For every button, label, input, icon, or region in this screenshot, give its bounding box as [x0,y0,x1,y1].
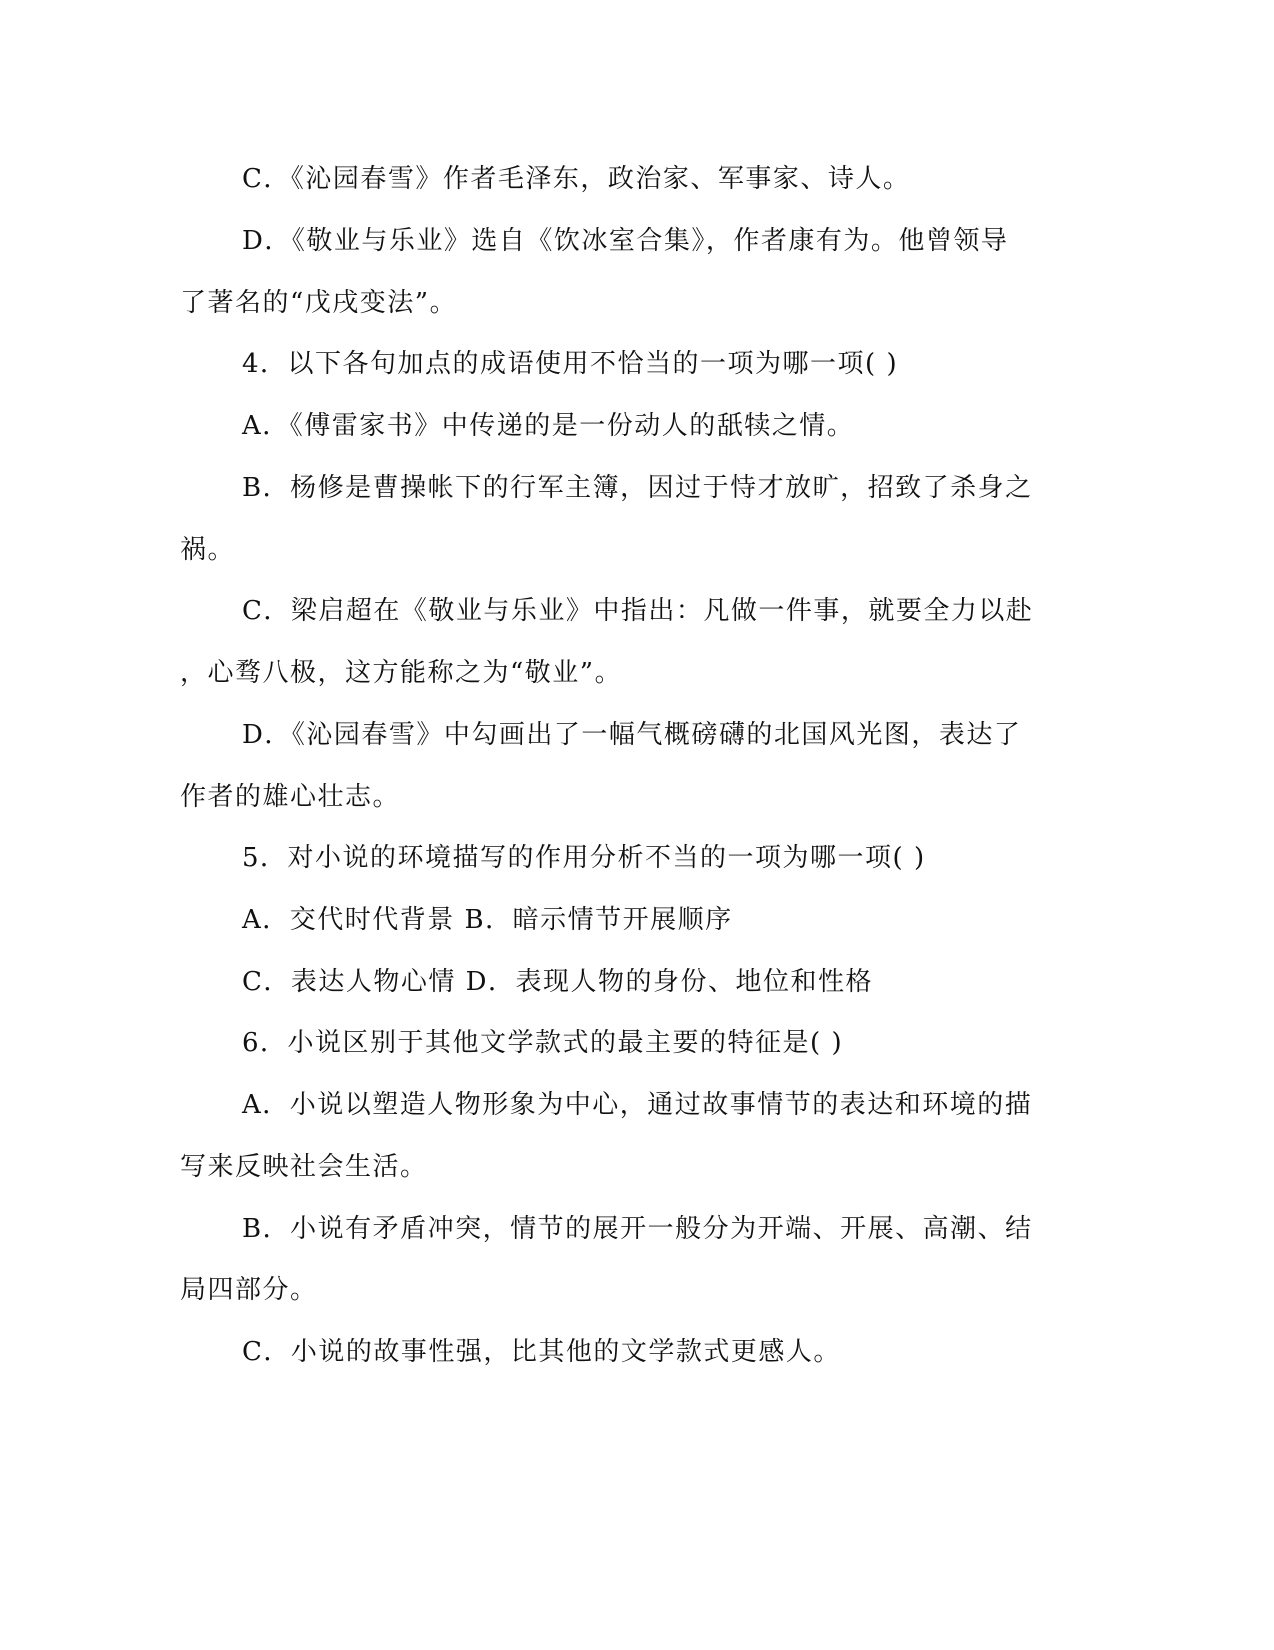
q5-options-cd: C．表达人物心情 D．表现人物的身份、地位和性格 [242,967,874,997]
option-c-line: C．《沁园春雪》作者毛泽东，政治家、军事家、诗人。 [242,164,911,194]
q6-option-b-continuation: 局四部分。 [180,1275,318,1305]
option-d-continuation: 了著名的“戊戌变法”。 [180,288,458,318]
q6-option-c: C．小说的故事性强，比其他的文学款式更感人。 [242,1337,841,1367]
q4-option-d-continuation: 作者的雄心壮志。 [180,782,401,812]
q4-option-b: B．杨修是曹操帐下的行军主簿，因过于恃才放旷，招致了杀身之 [242,473,1033,503]
q6-option-b: B．小说有矛盾冲突，情节的展开一般分为开端、开展、高潮、结 [242,1214,1033,1244]
question-6: 6．小说区别于其他文学款式的最主要的特征是( ) [242,1028,844,1058]
question-4: 4．以下各句加点的成语使用不恰当的一项为哪一项( ) [242,349,899,379]
q5-options-ab: A．交代时代背景 B．暗示情节开展顺序 [242,905,733,935]
q6-option-a-continuation: 写来反映社会生活。 [180,1152,428,1182]
q4-option-c-continuation: ，心骛八极，这方能称之为“敬业”。 [180,658,623,688]
q4-option-a: A．《傅雷家书》中传递的是一份动人的舐犊之情。 [242,411,855,441]
question-5: 5．对小说的环境描写的作用分析不当的一项为哪一项( ) [242,843,926,873]
q4-option-b-continuation: 祸。 [180,535,236,565]
q6-option-a: A．小说以塑造人物形象为中心，通过故事情节的表达和环境的描 [242,1090,1033,1120]
q4-option-c: C．梁启超在《敬业与乐业》中指出：凡做一件事，就要全力以赴 [242,596,1034,626]
q4-option-d: D．《沁园春雪》中勾画出了一幅气概磅礴的北国风光图，表达了 [242,720,1022,750]
option-d-line: D．《敬业与乐业》选自《饮冰室合集》，作者康有为。他曾领导 [242,226,1009,256]
